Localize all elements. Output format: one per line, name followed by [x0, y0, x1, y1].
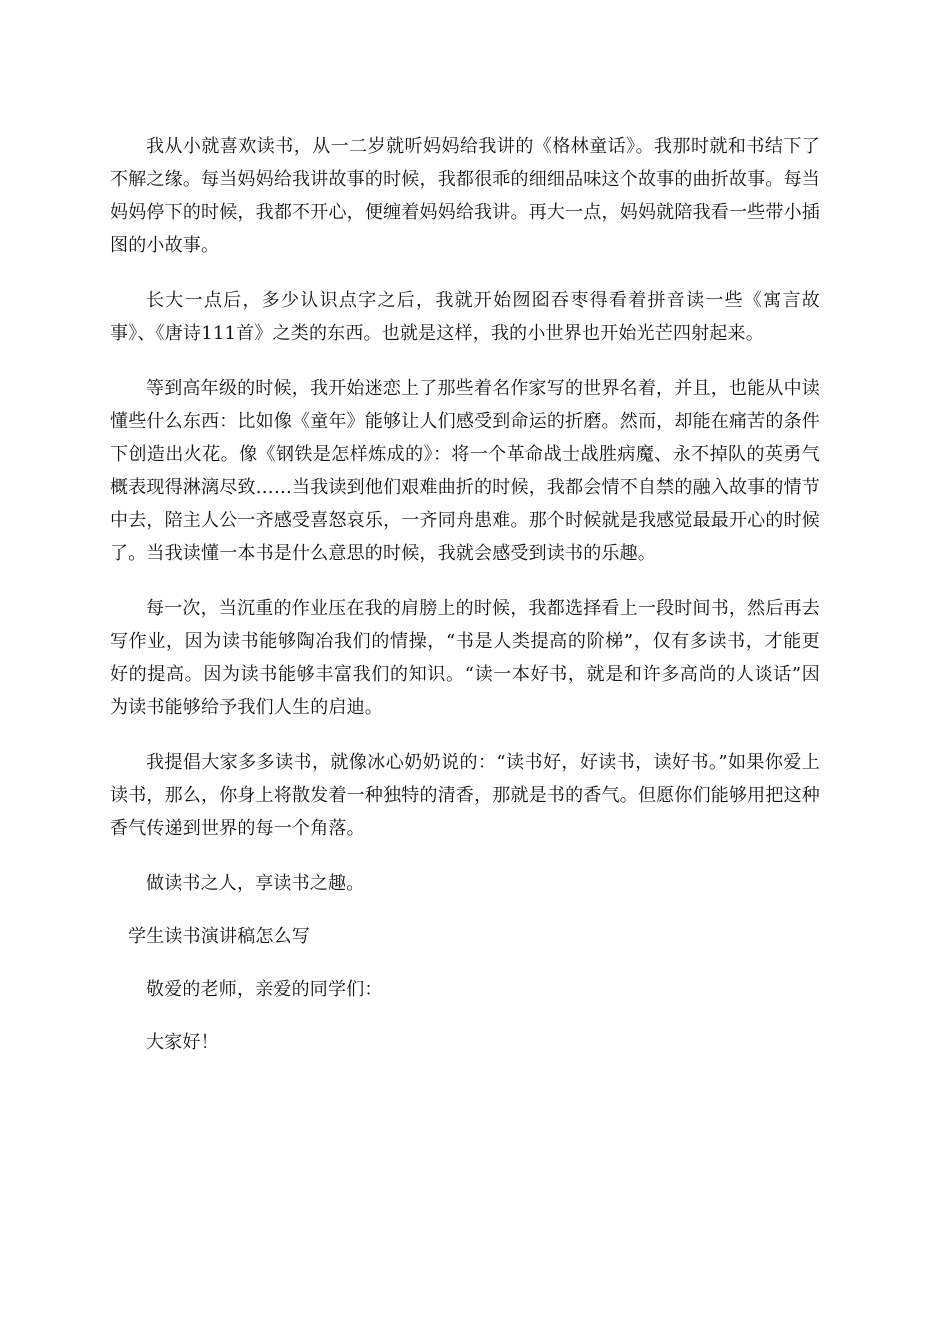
section-title: 学生读书演讲稿怎么写: [128, 926, 310, 947]
salutation-line: 大家好！: [146, 1032, 219, 1053]
greeting-line: 敬爱的老师，亲爱的同学们：: [146, 979, 383, 1000]
paragraph-homework-reading: 每一次，当沉重的作业压在我的肩膀上的时候，我都选择看上一段时间书，然后再去写作业，因为读书能够陶冶我们的情操，“书是人类提高的阶梯”，仅有多读书，才能更好的提高。因为读书能够丰富我们的知识。“读一本好书，就是和许多高尚的人谈话”因为读书能够给予我们人生的启迪。: [110, 598, 820, 718]
paragraph-senior-grade: 等到高年级的时候，我开始迷恋上了那些着名作家写的世界名着，并且，也能从中读懂些什么东西：比如像《童年》能够让人们感受到命运的折磨。然而，却能在痛苦的条件下创造出火花。像《钢铁是怎样炼成的》：将一个革命战士战胜病魔、永不掉队的英勇气概表现得淋漓尽致……当我读到他们艰难曲折的时候，我都会情不自禁的融入故事的情节中去，陪主人公一齐感受喜怒哀乐，一齐同舟患难。那个时候就是我感觉最最开心的时候了。当我读懂一本书是什么意思的时候，我就会感受到读书的乐趣。: [110, 378, 820, 564]
paragraph-childhood-reading: 我从小就喜欢读书，从一二岁就听妈妈给我讲的《格林童话》。我那时就和书结下了不解之缘。每当妈妈给我讲故事的时候，我都很乖的细细品味这个故事的曲折故事。每当妈妈停下的时候，我都不开心，便缠着妈妈给我讲。再大一点，妈妈就陪我看一些带小插图的小故事。: [110, 136, 820, 256]
paragraph-closing: 做读书之人，享读书之趣。: [146, 873, 365, 894]
document-body: [110, 130, 820, 1079]
paragraph-advocacy: 我提倡大家多多读书，就像冰心奶奶说的：“读书好，好读书，读好书。”如果你爱上读书，那么，你身上将散发着一种独特的清香，那就是书的香气。但愿你们能够用把这种香气传递到世界的每一个角落。: [110, 752, 820, 839]
paragraph-growing-up: 长大一点后，多少认识点字之后，我就开始囫囵吞枣得看着拼音读一些《寓言故事》、《唐诗111首》之类的东西。也就是这样，我的小世界也开始光芒四射起来。: [110, 290, 820, 344]
